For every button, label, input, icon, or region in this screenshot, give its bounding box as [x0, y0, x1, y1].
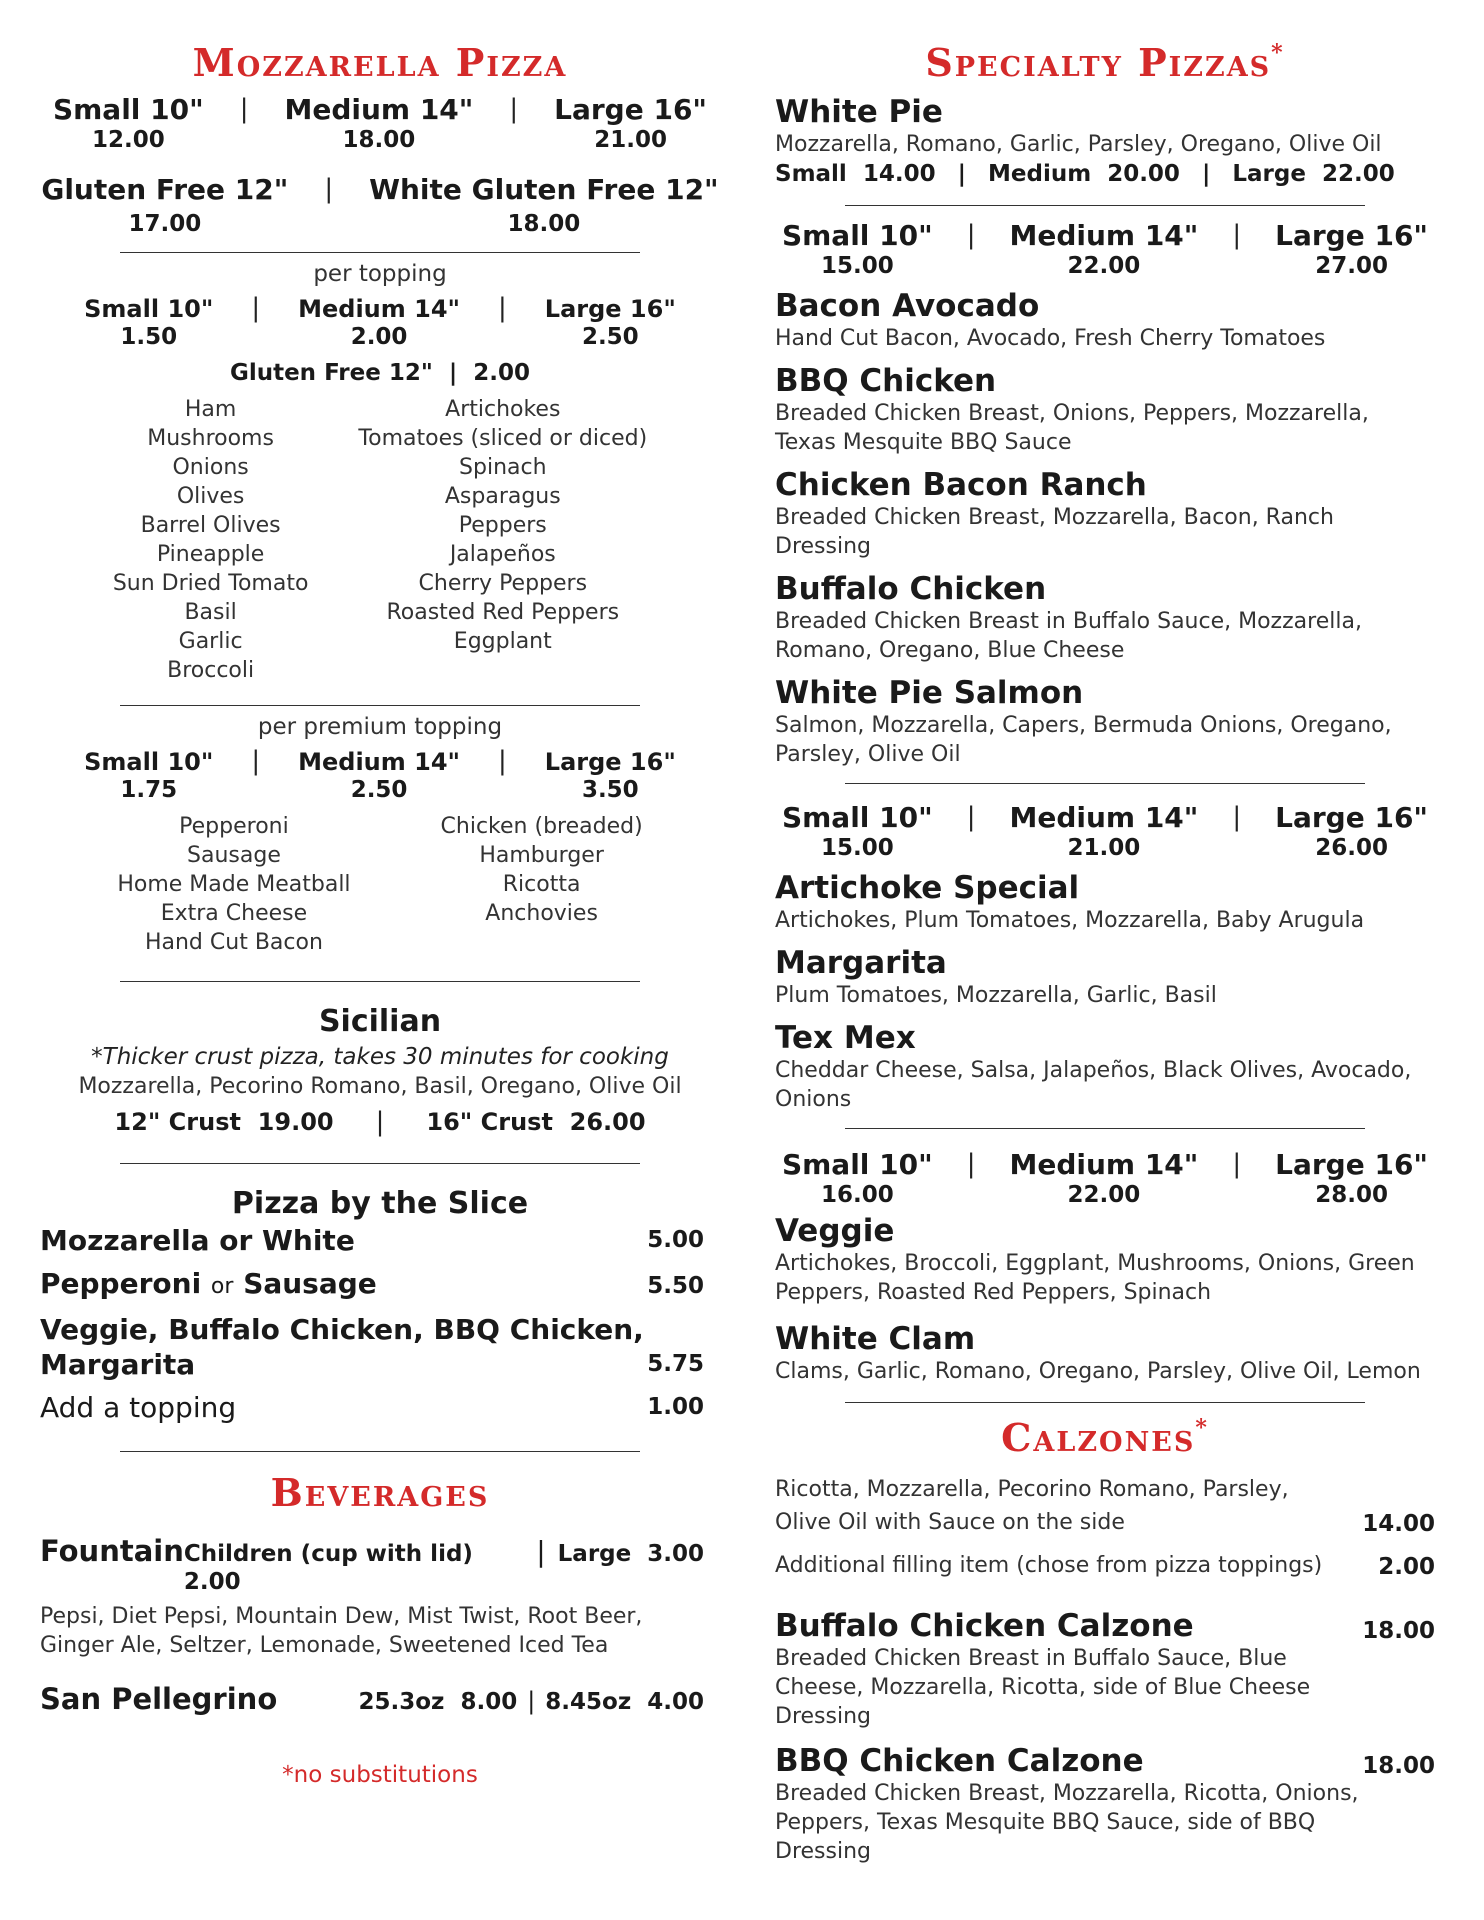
size-small	[782, 220, 933, 280]
size-price: 21.00	[594, 127, 667, 153]
calzone-base-line2: Olive Oil with Sauce on the side	[775, 1510, 1125, 1535]
calzone-additional-price: 2.00	[1378, 1554, 1435, 1580]
item-desc: Breaded Chicken Breast, Onions, Peppers, Mozzarella, Texas Mesquite BBQ Sauce	[775, 401, 1369, 455]
topping-item: Hamburger	[479, 843, 604, 868]
calzone-item	[775, 1608, 1435, 1731]
topping-item: Sausage	[187, 843, 281, 868]
slice-price: 1.00	[647, 1394, 704, 1420]
item-desc: Hand Cut Bacon, Avocado, Fresh Cherry Tomatoes	[775, 326, 1326, 351]
beverages-list	[40, 1534, 704, 1716]
separator: |	[536, 1535, 546, 1568]
pellegrino-row	[40, 1682, 704, 1716]
item-desc: Mozzarella, Romano, Garlic, Parsley, Oregano, Olive Oil	[775, 132, 1382, 157]
size-label: Small 10"	[781, 801, 933, 834]
calzone-header	[775, 1743, 1435, 1779]
slice-name: Mozzarella or White	[40, 1224, 355, 1257]
tier3-items	[775, 1213, 1435, 1386]
slice-name-b: Sausage	[243, 1267, 377, 1300]
left-column	[40, 0, 720, 1788]
size-price: 12.00	[91, 127, 165, 153]
topping-column-2	[358, 395, 647, 685]
calzone-item	[775, 1743, 1435, 1866]
separator: |	[239, 94, 249, 124]
specialty-title-text: Specialty Pizzas	[925, 40, 1272, 85]
separator: |	[966, 802, 976, 832]
per-topping-label: per topping	[313, 261, 447, 287]
size-label: Gluten Free 12"	[41, 173, 289, 206]
tier2-sizes	[775, 802, 1435, 862]
slice-row	[40, 1223, 704, 1258]
divider	[845, 205, 1365, 206]
topping-sizes	[40, 293, 720, 351]
size-large	[1275, 802, 1428, 862]
calzone-desc: Breaded Chicken Breast in Buffalo Sauce, Blue Cheese, Mozzarella, Ricotta, side of Blue Cheese Dressing	[775, 1646, 1311, 1729]
item-desc: Cheddar Cheese, Salsa, Jalapeños, Black Olives, Avocado, Onions	[775, 1058, 1412, 1112]
topping-item: Barrel Olives	[140, 513, 281, 538]
size-label: Small 10"	[84, 295, 214, 323]
topping-item: Anchovies	[485, 901, 598, 926]
item-desc: Plum Tomatoes, Mozzarella, Garlic, Basil	[775, 983, 1217, 1008]
topping-item: Roasted Red Peppers	[386, 600, 620, 625]
mozzarella-title: Mozzarella Pizza	[192, 40, 568, 85]
tier1-sizes	[775, 220, 1435, 280]
size-price: 16.00	[820, 1182, 894, 1208]
crust-12: 12" Crust 19.00	[114, 1108, 334, 1136]
topping-item: Sun Dried Tomato	[112, 571, 309, 596]
topping-item: Broccoli	[167, 658, 255, 683]
calzones-title	[775, 1415, 1435, 1460]
size-price: 15.00	[820, 253, 894, 279]
item-name: Chicken Bacon Ranch	[775, 467, 1147, 503]
calzone-price: 18.00	[1362, 1618, 1435, 1644]
size-label: Large 16"	[544, 295, 676, 323]
size-medium	[1009, 220, 1198, 280]
slice-list	[40, 1223, 704, 1425]
separator: |	[251, 293, 261, 323]
calzone-name: Buffalo Chicken Calzone	[775, 1608, 1194, 1644]
gluten-free-sizes	[40, 174, 720, 238]
topping-item: Mushrooms	[147, 426, 274, 451]
item-name: White Clam	[775, 1321, 976, 1357]
size-label: Medium 14"	[1009, 219, 1199, 252]
slice-row	[40, 1390, 704, 1425]
topping-item: Pepperoni	[179, 814, 289, 839]
sicilian-title: Sicilian	[318, 1004, 442, 1039]
white-pie	[775, 94, 1435, 189]
calzone-base-row	[775, 1508, 1435, 1537]
size-small	[84, 295, 213, 351]
fountain-row	[40, 1534, 704, 1596]
size-price: 1.50	[120, 324, 178, 350]
topping-item: Onions	[172, 455, 249, 480]
topping-item: Spinach	[459, 455, 547, 480]
size-label: Large 16"	[1275, 801, 1429, 834]
size-label: Medium 14"	[298, 748, 461, 776]
size-price: 2.50	[350, 777, 408, 803]
size-price: 15.00	[820, 835, 894, 861]
separator: |	[957, 161, 966, 187]
topping-item: Ham	[184, 397, 237, 422]
calzone-header	[775, 1608, 1435, 1644]
separator: |	[498, 293, 507, 323]
topping-item: Cherry Peppers	[418, 571, 588, 596]
separator: |	[527, 1687, 536, 1715]
item-desc: Artichokes, Plum Tomatoes, Mozzarella, Baby Arugula	[775, 908, 1365, 933]
topping-item: Olives	[176, 484, 245, 509]
pizza-item	[775, 1213, 1435, 1307]
right-column	[775, 0, 1435, 1866]
size-label: Small 10"	[84, 748, 214, 776]
pizza-item	[775, 363, 1435, 457]
topping-item: Eggplant	[453, 629, 552, 654]
item-name: Artichoke Special	[775, 870, 1080, 906]
topping-item: Basil	[184, 600, 237, 625]
divider	[120, 981, 640, 982]
separator: |	[251, 746, 261, 776]
size-label: Medium 14"	[298, 295, 461, 323]
slice-row	[40, 1266, 704, 1304]
premium-column-1	[117, 812, 350, 957]
size-label: Large 16"	[544, 748, 676, 776]
fountain-children-price: Children (cup with lid) 2.00	[183, 1541, 473, 1595]
separator: |	[966, 1149, 976, 1179]
slice-name-a: Pepperoni	[40, 1267, 202, 1300]
asterisk: *	[1195, 1415, 1209, 1441]
slice-row-line1: Veggie, Buffalo Chicken, BBQ Chicken,	[40, 1313, 644, 1346]
slice-price: 5.50	[647, 1273, 704, 1299]
topping-gluten-line: Gluten Free 12" | 2.00	[229, 360, 531, 386]
premium-sizes	[40, 746, 720, 804]
size-large	[554, 94, 707, 154]
white-pie-prices	[775, 159, 1435, 189]
separator: |	[498, 746, 507, 776]
calzone-items	[775, 1608, 1435, 1866]
size-large	[545, 748, 676, 804]
size-medium	[284, 94, 473, 154]
size-large	[1275, 220, 1428, 280]
calzone-additional: Additional filling item (chose from pizza toppings)	[775, 1553, 1323, 1578]
calzone-base	[775, 1475, 1435, 1580]
divider	[120, 252, 640, 253]
size-medium	[1009, 802, 1198, 862]
asterisk: *	[1271, 40, 1285, 66]
size-medium	[298, 748, 460, 804]
size-price: 18.00	[507, 211, 581, 237]
topping-column-1	[113, 395, 309, 685]
pizza-item	[775, 1321, 1435, 1386]
calzones-title-text: Calzones	[1001, 1415, 1196, 1460]
size-small	[84, 748, 213, 804]
size-large	[1275, 1149, 1428, 1209]
pellegrino-price-small: 8.45oz 4.00	[545, 1689, 704, 1715]
divider	[845, 1128, 1365, 1129]
price-small: Small 14.00	[775, 161, 936, 187]
size-price: 18.00	[342, 127, 416, 153]
item-name: BBQ Chicken	[775, 363, 997, 399]
item-name: White Pie Salmon	[775, 675, 1084, 711]
calzone-additional-row	[775, 1551, 1435, 1580]
premium-topping-list	[40, 812, 720, 957]
topping-item: Peppers	[458, 513, 547, 538]
slice-price: 5.00	[647, 1227, 704, 1253]
sicilian-crusts	[40, 1107, 720, 1137]
size-medium	[298, 295, 460, 351]
pizza-item	[775, 675, 1435, 769]
tier1-items	[775, 288, 1435, 769]
price-large: Large 22.00	[1232, 161, 1395, 187]
size-label: Medium 14"	[1009, 801, 1199, 834]
pizza-item	[775, 945, 1435, 1010]
size-label: Large 16"	[1275, 219, 1429, 252]
size-label: Small 10"	[52, 93, 204, 126]
slice-row	[40, 1347, 704, 1382]
sicilian-desc: Mozzarella, Pecorino Romano, Basil, Oregano, Olive Oil	[78, 1074, 682, 1099]
item-desc: Salmon, Mozzarella, Capers, Bermuda Onions, Oregano, Parsley, Olive Oil	[775, 713, 1392, 767]
item-desc: Breaded Chicken Breast, Mozzarella, Bacon, Ranch Dressing	[775, 505, 1334, 559]
pizza-item	[775, 288, 1435, 353]
separator: |	[966, 220, 976, 250]
pellegrino-price-large: 25.3oz 8.00	[358, 1689, 518, 1715]
slice-name: Margarita	[40, 1348, 196, 1381]
item-desc: Artichokes, Broccoli, Eggplant, Mushrooms, Onions, Green Peppers, Roasted Red Peppers, Spinach	[775, 1251, 1415, 1305]
tier2-items	[775, 870, 1435, 1114]
pizza-item	[775, 467, 1435, 561]
separator: |	[1232, 1149, 1242, 1179]
mozzarella-sizes	[40, 94, 720, 154]
size-small	[53, 94, 204, 154]
topping-item: Chicken (breaded)	[440, 814, 643, 839]
crust-16: 16" Crust 26.00	[426, 1108, 646, 1136]
calzone-desc: Breaded Chicken Breast, Mozzarella, Ricotta, Onions, Peppers, Texas Mesquite BBQ Sauce, side of BBQ Dressing	[775, 1781, 1359, 1864]
divider	[120, 1163, 640, 1164]
item-name: White Pie	[775, 94, 943, 130]
topping-item: Garlic	[178, 629, 243, 654]
divider	[845, 783, 1365, 784]
topping-item: Hand Cut Bacon	[144, 930, 323, 955]
size-price: 28.00	[1315, 1182, 1388, 1208]
separator: |	[375, 1107, 385, 1137]
pellegrino-name: San Pellegrino	[40, 1682, 278, 1716]
slice-name	[40, 1266, 377, 1304]
divider	[120, 705, 640, 706]
size-large	[545, 295, 676, 351]
item-name: Veggie	[775, 1213, 895, 1249]
size-price: 22.00	[1067, 1182, 1141, 1208]
size-price: 3.50	[581, 777, 639, 803]
beverages-title: Beverages	[270, 1470, 490, 1515]
fountain-name: Fountain	[40, 1534, 184, 1568]
size-price: 21.00	[1067, 835, 1141, 861]
size-label: Small 10"	[781, 1148, 933, 1181]
separator: |	[509, 94, 519, 124]
size-price: 1.75	[120, 777, 178, 803]
topping-item: Ricotta	[502, 872, 581, 897]
premium-column-2	[441, 812, 643, 957]
slice-title: Pizza by the Slice	[231, 1186, 529, 1221]
size-label: Medium 14"	[284, 93, 474, 126]
slice-name: Add a topping	[40, 1391, 237, 1424]
item-desc: Breaded Chicken Breast in Buffalo Sauce, Mozzarella, Romano, Oregano, Blue Cheese	[775, 609, 1362, 663]
topping-list	[40, 395, 720, 685]
item-name: Buffalo Chicken	[775, 571, 1047, 607]
gluten-free	[41, 174, 288, 238]
calzone-price: 18.00	[1362, 1753, 1435, 1779]
white-gluten-free	[369, 174, 719, 238]
topping-item: Asparagus	[444, 484, 561, 509]
slice-price: 5.75	[647, 1351, 704, 1377]
topping-item: Tomatoes (sliced or diced)	[358, 426, 648, 451]
no-substitutions-note: *no substitutions	[282, 1762, 478, 1788]
per-premium-topping-label: per premium topping	[257, 714, 503, 740]
separator: |	[324, 174, 334, 204]
fountain-desc: Pepsi, Diet Pepsi, Mountain Dew, Mist Twist, Root Beer, Ginger Ale, Seltzer, Lemonade, Sweetened Iced Tea	[40, 1604, 643, 1658]
size-label: Medium 14"	[1009, 1148, 1199, 1181]
topping-item: Home Made Meatball	[117, 872, 351, 897]
size-small	[782, 1149, 933, 1209]
size-price: 27.00	[1315, 253, 1388, 279]
pizza-item	[775, 571, 1435, 665]
size-price: 26.00	[1315, 835, 1388, 861]
price-medium: Medium 20.00	[988, 161, 1180, 187]
item-name: Bacon Avocado	[775, 288, 1040, 324]
calzone-base-line1: Ricotta, Mozzarella, Pecorino Romano, Parsley,	[775, 1477, 1289, 1502]
fountain-large-price: Large 3.00	[557, 1541, 704, 1567]
topping-item: Artichokes	[445, 397, 561, 422]
size-label: White Gluten Free 12"	[369, 173, 719, 206]
slice-or: or	[210, 1274, 234, 1299]
pizza-item	[775, 870, 1435, 935]
separator: |	[1232, 802, 1242, 832]
topping-item: Extra Cheese	[160, 901, 308, 926]
topping-item: Pineapple	[156, 542, 265, 567]
size-label: Small 10"	[781, 219, 933, 252]
item-desc: Clams, Garlic, Romano, Oregano, Parsley, Olive Oil, Lemon	[775, 1359, 1421, 1384]
item-name: Margarita	[775, 945, 947, 981]
size-price: 2.00	[350, 324, 408, 350]
calzone-name: BBQ Chicken Calzone	[775, 1743, 1144, 1779]
calzone-base-price: 14.00	[1362, 1511, 1435, 1537]
size-price: 22.00	[1067, 253, 1141, 279]
divider	[845, 1402, 1365, 1403]
size-label: Large 16"	[1275, 1148, 1429, 1181]
size-medium	[1009, 1149, 1198, 1209]
pizza-item	[775, 1020, 1435, 1114]
size-label: Large 16"	[554, 93, 708, 126]
topping-item: Jalapeños	[449, 542, 556, 567]
size-price: 17.00	[128, 211, 202, 237]
separator: |	[1232, 220, 1242, 250]
item-name: Tex Mex	[775, 1020, 916, 1056]
sicilian-note: *Thicker crust pizza, takes 30 minutes for cooking	[91, 1044, 669, 1070]
divider	[120, 1451, 640, 1452]
separator: |	[1201, 161, 1211, 187]
size-small	[782, 802, 933, 862]
tier3-sizes	[775, 1149, 1435, 1209]
size-price: 2.50	[581, 324, 639, 350]
specialty-title	[775, 40, 1435, 85]
